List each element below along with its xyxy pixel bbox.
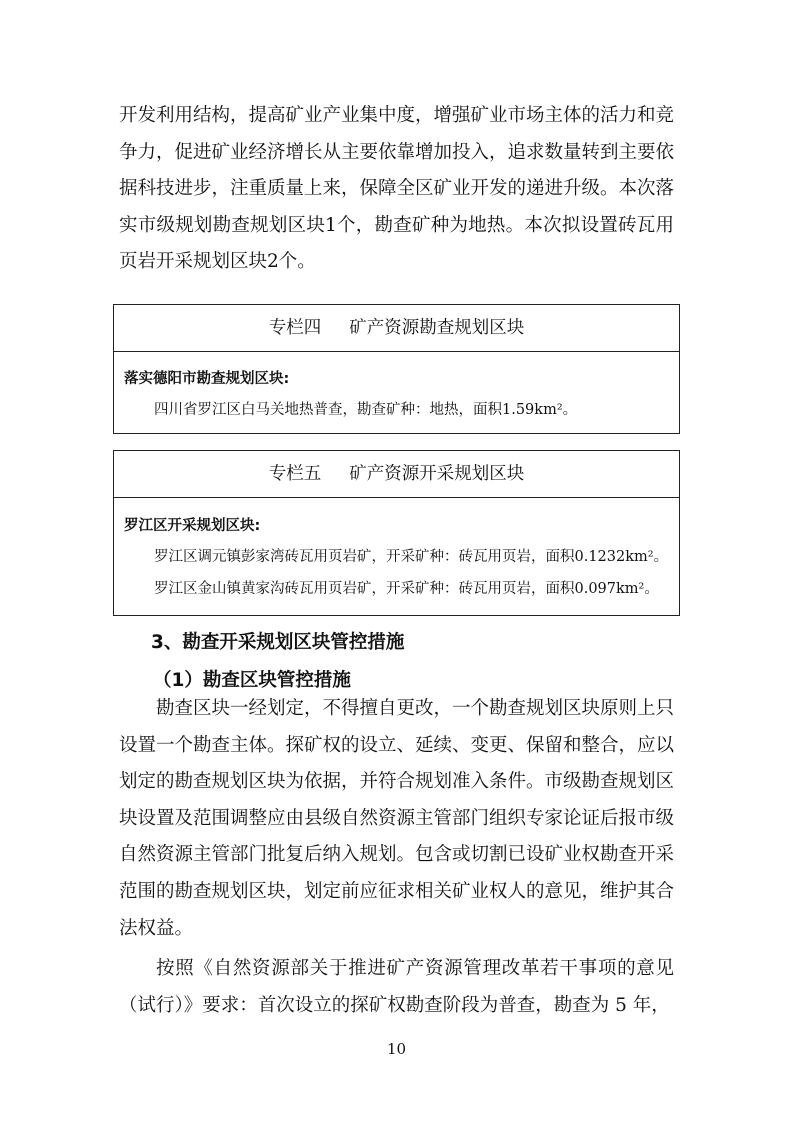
box-subheading: 落实德阳市勘查规划区块: [124, 371, 290, 387]
box-mining-blocks [113, 450, 680, 616]
box-title [114, 305, 679, 352]
body-paragraph: 按照《自然资源部关于推进矿产资源管理改革若干事项的意见（试行）》要求：首次设立的探矿权勘查阶段为普查，勘查为 5 年， [119, 958, 674, 1016]
intro-paragraph: 开发利用结构，提高矿业产业集中度，增强矿业市场主体的活力和竞争力，促进矿业经济增长从主要依靠增加投入，追求数量转到主要依据科技进步，注重质量上来，保障全区矿业开发的递进升级。本次落实市级规划勘查规划区块1个，勘查矿种为地热。本次拟设置砖瓦用页岩开采规划区块2个。 [119, 105, 675, 273]
box-exploration-blocks [113, 304, 680, 434]
box-label: 专栏五 [268, 464, 322, 484]
body-paragraph: 勘查区块一经划定，不得擅自更改，一个勘查规划区块原则上只设置一个勘查主体。探矿权的设立、延续、变更、保留和整合，应以划定的勘查规划区块为依据，并符合规划准入条件。市级勘查规划区块设置及范围调整应由县级自然资源主管部门组织专家论证后报市级自然资源主管部门批复后纳入规划。包含或切割已设矿业权勘查开采范围的勘查规划区块，划定前应征求相关矿业权人的意见，维护其合法权益。 [119, 698, 675, 939]
subsection-heading: （1）勘查区块管控措施 [153, 670, 351, 691]
box-title [114, 451, 679, 498]
box-heading: 矿产资源勘查规划区块 [349, 318, 525, 338]
box-item: 罗江区调元镇彭家湾砖瓦用页岩矿，开采矿种：砖瓦用页岩，面积0.1232km²。 [154, 549, 669, 565]
box-subheading: 罗江区开采规划区块: [124, 518, 261, 534]
section-heading: 3、勘查开采规划区块管控措施 [151, 632, 405, 653]
box-heading: 矿产资源开采规划区块 [349, 464, 525, 484]
box-item: 罗江区金山镇黄家沟砖瓦用页岩矿，开采矿种：砖瓦用页岩，面积0.097km²。 [154, 581, 659, 597]
box-label: 专栏四 [268, 318, 322, 338]
page-number: 10 [386, 1040, 407, 1058]
box-item: 四川省罗江区白马关地热普查，勘查矿种：地热，面积1.59km²。 [154, 402, 578, 418]
